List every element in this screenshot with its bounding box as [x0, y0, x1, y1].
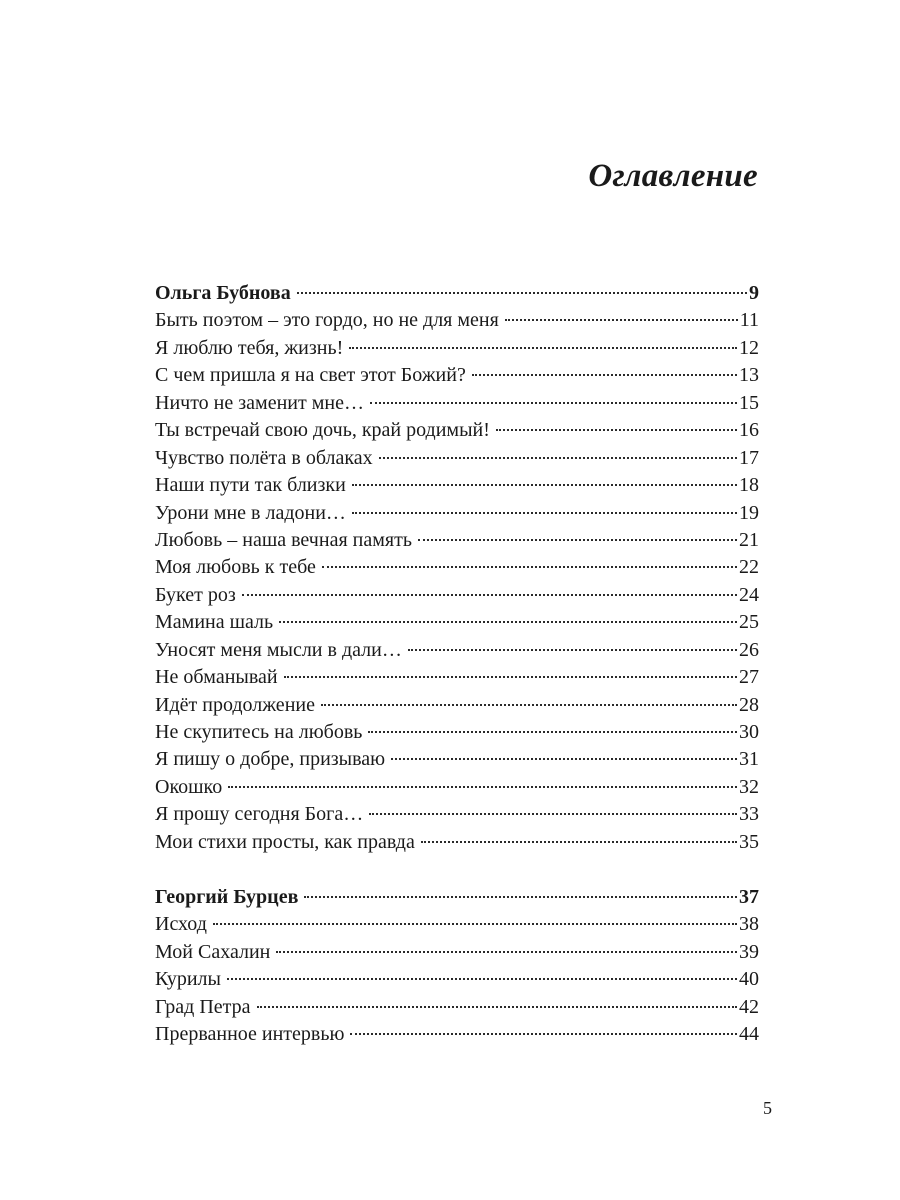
toc-entry: [155, 966, 759, 993]
toc-author-name: Георгий Бурцев: [155, 886, 299, 908]
toc-entry-page: 42: [739, 995, 759, 1018]
toc-entry-title: Букет роз: [155, 583, 236, 606]
toc-entry-page: 26: [739, 638, 759, 661]
toc-entry-page: 30: [739, 721, 759, 743]
toc-entry-page: 24: [739, 583, 759, 606]
toc-entry-title: Не скупитесь на любовь: [155, 721, 363, 743]
toc-entry: [155, 527, 759, 554]
dot-leader: [369, 813, 737, 815]
dot-leader: [496, 429, 737, 431]
dot-leader: [242, 594, 737, 596]
toc-entry: [155, 1021, 759, 1048]
toc-entry-page: 18: [739, 474, 759, 497]
toc-entry-page: 25: [739, 611, 759, 634]
toc-entry-page: 28: [739, 693, 759, 716]
dot-leader: [350, 1033, 737, 1035]
toc-entry: [155, 500, 759, 527]
toc-entry-title: Я прошу сегодня Бога…: [155, 803, 364, 826]
toc-entry: [155, 939, 759, 966]
toc-entry: [155, 692, 759, 719]
toc-entry-page: 15: [739, 391, 759, 414]
toc-entry-page: 27: [739, 666, 759, 689]
toc-author-page: 9: [749, 282, 759, 304]
toc-entry-title: Ничто не заменит мне…: [155, 391, 364, 414]
toc-entry: [155, 994, 759, 1021]
toc-entry-title: Мамина шаль: [155, 611, 274, 634]
toc-entry: [155, 746, 759, 773]
toc-entry: [155, 554, 759, 581]
toc-entry-page: 17: [739, 446, 759, 469]
toc-entry: [155, 472, 759, 499]
dot-leader: [421, 841, 737, 843]
toc-entry-title: Уносят меня мысли в дали…: [155, 638, 402, 661]
dot-leader: [257, 1006, 737, 1008]
toc-author-name: Ольга Бубнова: [155, 282, 291, 304]
toc-entry: [155, 664, 759, 691]
toc-entry-page: 22: [739, 556, 759, 579]
toc-entry: [155, 362, 759, 389]
dot-leader: [368, 731, 737, 733]
toc-entry: [155, 335, 759, 362]
toc-entry-page: 12: [739, 336, 759, 359]
dot-leader: [322, 566, 737, 568]
dot-leader: [505, 319, 738, 321]
toc-entry-page: 31: [739, 748, 759, 771]
toc-entry-title: Я люблю тебя, жизнь!: [155, 336, 344, 359]
toc-author-row: [155, 280, 759, 307]
toc-entry: [155, 609, 759, 636]
toc-entry: [155, 911, 759, 938]
dot-leader: [321, 704, 737, 706]
toc-entry-title: Моя любовь к тебе: [155, 556, 316, 579]
toc-entry-title: Прерванное интервью: [155, 1023, 345, 1046]
dot-leader: [213, 923, 737, 925]
page-number: 5: [763, 1098, 772, 1118]
toc-entry: [155, 719, 759, 746]
toc-entry-title: Исход: [155, 913, 207, 936]
dot-leader: [352, 512, 737, 514]
toc-entry: [155, 582, 759, 609]
toc-entry: [155, 637, 759, 664]
toc-entry-title: Наши пути так близки: [155, 474, 346, 497]
toc-entry-title: Урони мне в ладони…: [155, 501, 346, 524]
dot-leader: [352, 484, 737, 486]
toc-entry-page: 33: [739, 803, 759, 826]
toc-entry: [155, 445, 759, 472]
toc-entry: [155, 801, 759, 828]
toc-entry-page: 35: [739, 830, 759, 853]
toc-author-page: 37: [739, 886, 759, 908]
dot-leader: [418, 539, 737, 541]
toc-section-2: [155, 884, 759, 1049]
toc-entry-title: Любовь – наша вечная память: [155, 528, 412, 551]
toc-entry: [155, 774, 759, 801]
toc-entry-page: 38: [739, 913, 759, 936]
dot-leader: [472, 374, 737, 376]
dot-leader: [304, 896, 737, 898]
dot-leader: [391, 758, 737, 760]
page-title: Оглавление: [588, 158, 758, 194]
toc-entry-title: Я пишу о добре, призываю: [155, 748, 386, 771]
toc-entry-title: Окошко: [155, 775, 223, 798]
toc-entry-page: 44: [739, 1023, 759, 1046]
toc-entry-title: Мои стихи просты, как правда: [155, 830, 415, 853]
dot-leader: [228, 786, 737, 788]
toc-entry-page: 32: [739, 775, 759, 798]
toc-entry-title: С чем пришла я на свет этот Божий?: [155, 364, 466, 387]
dot-leader: [370, 402, 737, 404]
toc-entry-title: Ты встречай свою дочь, край родимый!: [155, 419, 490, 442]
toc-entry-page: 13: [739, 364, 759, 387]
toc-entry: [155, 307, 759, 334]
dot-leader: [227, 978, 737, 980]
toc-entry-page: 16: [739, 419, 759, 442]
toc-entry-page: 21: [739, 528, 759, 551]
dot-leader: [379, 457, 737, 459]
toc-entry: [155, 417, 759, 444]
toc-entry-title: Град Петра: [155, 995, 251, 1018]
toc-entry-page: 39: [739, 940, 759, 963]
dot-leader: [408, 649, 737, 651]
toc-entry-page: 40: [739, 968, 759, 991]
dot-leader: [284, 676, 737, 678]
toc-entry-title: Чувство полёта в облаках: [155, 446, 373, 469]
toc-entry: [155, 829, 759, 856]
toc-section-1: [155, 280, 759, 856]
toc-entry-title: Идёт продолжение: [155, 693, 315, 716]
dot-leader: [297, 292, 747, 294]
dot-leader: [276, 951, 737, 953]
toc-entry-page: 19: [739, 501, 759, 524]
dot-leader: [349, 347, 737, 349]
toc-entry: [155, 390, 759, 417]
toc-entry-title: Быть поэтом – это гордо, но не для меня: [155, 309, 499, 332]
toc-entry-page: 11: [739, 309, 759, 332]
dot-leader: [279, 621, 737, 623]
toc-entry-title: Курилы: [155, 968, 221, 991]
toc-entry-title: Мой Сахалин: [155, 940, 271, 963]
toc-entry-title: Не обманывай: [155, 666, 278, 689]
toc-author-row: [155, 884, 759, 911]
